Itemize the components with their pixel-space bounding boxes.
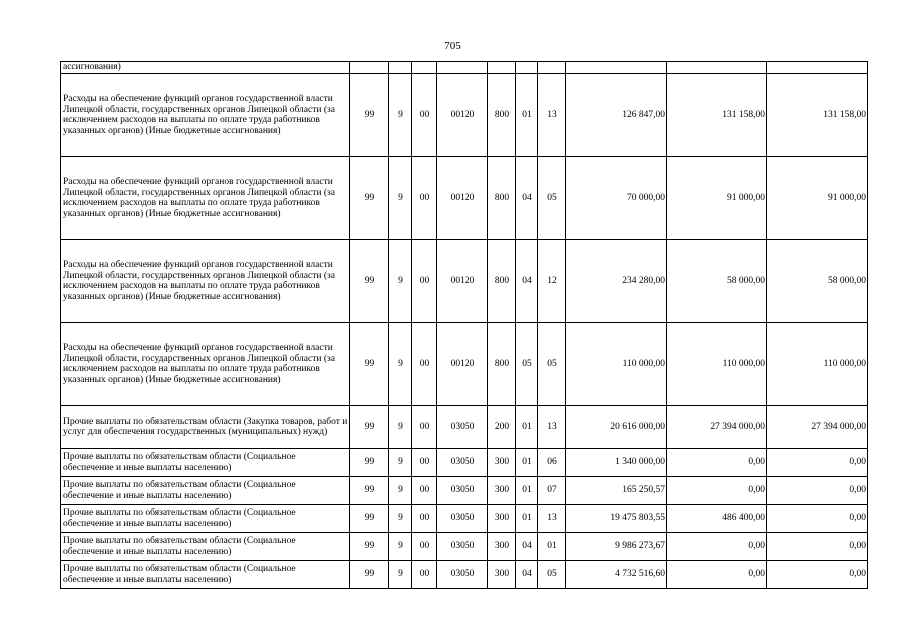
row-code: 01 [516, 449, 538, 477]
row-description: Расходы на обеспечение функций органов государственной власти Липецкой области, государственных органов Липецкой области (за исключением расходов на выплаты по оплате труда работников указанных органов) (Иные бюджетные ассигнования) [61, 323, 350, 406]
row-code: 03050 [437, 477, 488, 505]
row-sum: 110 000,00 [767, 323, 868, 406]
row-code: 9 [389, 74, 412, 157]
row-code: 03050 [437, 406, 488, 449]
row-code: 9 [389, 240, 412, 323]
row-sum: 486 400,00 [667, 505, 767, 533]
row-description: Расходы на обеспечение функций органов государственной власти Липецкой области, государственных органов Липецкой области (за исключением расходов на выплаты по оплате труда работников указанных органов) (Иные бюджетные ассигнования) [61, 74, 350, 157]
row-sum: 70 000,00 [566, 157, 667, 240]
row-sum: 0,00 [667, 449, 767, 477]
row-code: 99 [350, 561, 389, 589]
row-code: 05 [538, 323, 566, 406]
page-number: 705 [444, 40, 461, 52]
row-code: 9 [389, 449, 412, 477]
row-code: 99 [350, 74, 389, 157]
row-code: 00 [412, 561, 437, 589]
row-code: 05 [516, 323, 538, 406]
row-code: 800 [488, 323, 516, 406]
table-row [61, 533, 868, 561]
table-row [61, 323, 868, 406]
row-sum: 91 000,00 [767, 157, 868, 240]
row-sum: 19 475 803,55 [566, 505, 667, 533]
row-code: 00 [412, 406, 437, 449]
row-code: 04 [516, 157, 538, 240]
table-row [61, 561, 868, 589]
row-description: Прочие выплаты по обязательствам области (Социальное обеспечение и иные выплаты населению) [61, 533, 350, 561]
table-row [61, 74, 868, 157]
row-code: 99 [350, 323, 389, 406]
row-code: 04 [516, 561, 538, 589]
table-row [61, 157, 868, 240]
row-code: 800 [488, 74, 516, 157]
row-code: 05 [538, 157, 566, 240]
row-sum: 91 000,00 [667, 157, 767, 240]
row-code: 800 [488, 240, 516, 323]
row-code: 9 [389, 561, 412, 589]
row-sum: 0,00 [667, 477, 767, 505]
row-code: 01 [516, 505, 538, 533]
budget-table [60, 61, 868, 589]
row-sum: 27 394 000,00 [767, 406, 868, 449]
row-description: Прочие выплаты по обязательствам области (Социальное обеспечение и иные выплаты населению) [61, 449, 350, 477]
row-code: 00 [412, 477, 437, 505]
row-sum: 58 000,00 [767, 240, 868, 323]
table-row [61, 505, 868, 533]
row-code: 99 [350, 157, 389, 240]
row-sum: 0,00 [767, 449, 868, 477]
row-sum: 110 000,00 [566, 323, 667, 406]
row-description: Прочие выплаты по обязательствам области (Социальное обеспечение и иные выплаты населению) [61, 561, 350, 589]
row-code: 00 [412, 323, 437, 406]
row-code: 13 [538, 406, 566, 449]
row-code: 200 [488, 406, 516, 449]
row-code: 04 [516, 240, 538, 323]
row-code: 9 [389, 533, 412, 561]
table-row [61, 240, 868, 323]
row-sum: 131 158,00 [667, 74, 767, 157]
row-code: 300 [488, 449, 516, 477]
row-code: 99 [350, 533, 389, 561]
row-code: 9 [389, 323, 412, 406]
row-sum: 0,00 [667, 561, 767, 589]
row-sum: 27 394 000,00 [667, 406, 767, 449]
row-code: 9 [389, 157, 412, 240]
row-code: 00 [412, 240, 437, 323]
row-code: 00 [412, 74, 437, 157]
row-code: 00120 [437, 323, 488, 406]
row-code: 800 [488, 157, 516, 240]
row-sum: 58 000,00 [667, 240, 767, 323]
row-code: 9 [389, 477, 412, 505]
row-sum: 0,00 [767, 533, 868, 561]
row-sum: 131 158,00 [767, 74, 868, 157]
row-code: 99 [350, 477, 389, 505]
table-row [61, 477, 868, 505]
row-description: Расходы на обеспечение функций органов государственной власти Липецкой области, государственных органов Липецкой области (за исключением расходов на выплаты по оплате труда работников указанных органов) (Иные бюджетные ассигнования) [61, 157, 350, 240]
row-sum: 9 986 273,67 [566, 533, 667, 561]
row-code: 99 [350, 406, 389, 449]
row-sum: 0,00 [767, 505, 868, 533]
row-sum: 0,00 [767, 477, 868, 505]
row-code: 03050 [437, 561, 488, 589]
row-code: 300 [488, 505, 516, 533]
row-code: 00 [412, 533, 437, 561]
row-code: 04 [516, 533, 538, 561]
row-code: 00120 [437, 240, 488, 323]
row-sum: 110 000,00 [667, 323, 767, 406]
row-code: 01 [516, 477, 538, 505]
row-code: 00120 [437, 157, 488, 240]
row-code: 05 [538, 561, 566, 589]
row-sum: 20 616 000,00 [566, 406, 667, 449]
row-code: 99 [350, 449, 389, 477]
row-code: 03050 [437, 533, 488, 561]
row-code: 12 [538, 240, 566, 323]
row-sum: 0,00 [767, 561, 868, 589]
row-sum: 1 340 000,00 [566, 449, 667, 477]
row-code: 00 [412, 157, 437, 240]
row-code: 13 [538, 74, 566, 157]
row-sum: 4 732 516,60 [566, 561, 667, 589]
row-code: 9 [389, 505, 412, 533]
row-sum: 0,00 [667, 533, 767, 561]
row-code: 9 [389, 406, 412, 449]
row-sum: 165 250,57 [566, 477, 667, 505]
row-code: 300 [488, 477, 516, 505]
row-code: 00120 [437, 74, 488, 157]
table-row [61, 449, 868, 477]
row-code: 01 [538, 533, 566, 561]
row-description: Прочие выплаты по обязательствам области (Социальное обеспечение и иные выплаты населению) [61, 477, 350, 505]
row-code: 06 [538, 449, 566, 477]
row-code: 01 [516, 406, 538, 449]
row-code: 03050 [437, 449, 488, 477]
continuation-text: ассигнования) [61, 62, 350, 74]
table-row [61, 406, 868, 449]
row-code: 300 [488, 561, 516, 589]
row-code: 300 [488, 533, 516, 561]
row-code: 00 [412, 505, 437, 533]
row-code: 99 [350, 505, 389, 533]
row-code: 13 [538, 505, 566, 533]
row-description: Прочие выплаты по обязательствам области (Социальное обеспечение и иные выплаты населению) [61, 505, 350, 533]
row-sum: 126 847,00 [566, 74, 667, 157]
row-description: Расходы на обеспечение функций органов государственной власти Липецкой области, государственных органов Липецкой области (за исключением расходов на выплаты по оплате труда работников указанных органов) (Иные бюджетные ассигнования) [61, 240, 350, 323]
row-code: 99 [350, 240, 389, 323]
row-sum: 234 280,00 [566, 240, 667, 323]
row-description: Прочие выплаты по обязательствам области (Закупка товаров, работ и услуг для обеспечения государственных (муниципальных) нужд) [61, 406, 350, 449]
row-code: 01 [516, 74, 538, 157]
row-code: 00 [412, 449, 437, 477]
row-code: 07 [538, 477, 566, 505]
row-code: 03050 [437, 505, 488, 533]
continuation-row [61, 62, 868, 74]
